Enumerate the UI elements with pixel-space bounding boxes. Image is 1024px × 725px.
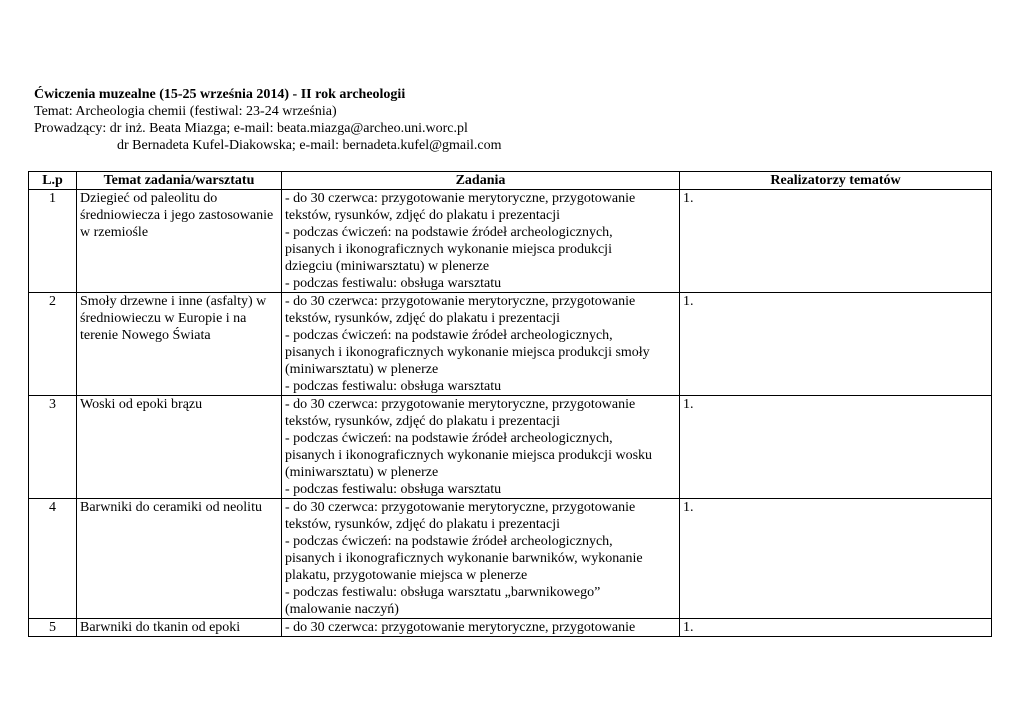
- task-line: pisanych i ikonograficznych wykonanie miejsca produkcji: [285, 242, 612, 257]
- task-line: - do 30 czerwca: przygotowanie merytoryczne, przygotowanie: [285, 620, 636, 635]
- table-row: [29, 396, 992, 499]
- task-line: - do 30 czerwca: przygotowanie merytoryczne, przygotowanie: [285, 397, 636, 412]
- task-line: pisanych i ikonograficznych wykonanie miejsca produkcji smoły: [285, 345, 650, 360]
- topic-cell: Barwniki do ceramiki od neolitu: [77, 499, 282, 619]
- column-header-topic: Temat zadania/warsztatu: [77, 172, 282, 190]
- realizers-cell: 1.: [680, 619, 992, 637]
- table-row: [29, 619, 992, 637]
- column-header-lp: L.p: [29, 172, 77, 190]
- topic-cell: Barwniki do tkanin od epoki: [77, 619, 282, 637]
- task-line: tekstów, rysunków, zdjęć do plakatu i prezentacji: [285, 311, 560, 326]
- task-line: - podczas ćwiczeń: na podstawie źródeł archeologicznych,: [285, 328, 613, 343]
- task-line: - podczas ćwiczeń: na podstawie źródeł archeologicznych,: [285, 225, 613, 240]
- row-number-cell: 4: [29, 499, 77, 619]
- task-line: - podczas festiwalu: obsługa warsztatu „barwnikowego”: [285, 585, 601, 600]
- table-row: [29, 293, 992, 396]
- row-number-cell: 1: [29, 190, 77, 293]
- row-number-cell: 5: [29, 619, 77, 637]
- instructors-line-1: Prowadzący: dr inż. Beata Miazga; e-mail: beata.miazga@archeo.uni.worc.pl: [34, 121, 468, 136]
- column-header-realizers: Realizatorzy tematów: [680, 172, 992, 190]
- column-header-tasks: Zadania: [282, 172, 680, 190]
- topic-cell: Smoły drzewne i inne (asfalty) w średniowieczu w Europie i na terenie Nowego Świata: [77, 293, 282, 396]
- row-number-cell: 2: [29, 293, 77, 396]
- table-header-row: [29, 172, 992, 190]
- task-line: - podczas festiwalu: obsługa warsztatu: [285, 482, 502, 497]
- realizers-cell: 1.: [680, 293, 992, 396]
- task-line: plakatu, przygotowanie miejsca w plenerze: [285, 568, 528, 583]
- realizers-cell: 1.: [680, 190, 992, 293]
- realizers-cell: 1.: [680, 499, 992, 619]
- tasks-cell: [282, 293, 680, 396]
- task-line: - do 30 czerwca: przygotowanie merytoryczne, przygotowanie: [285, 191, 636, 206]
- task-line: dziegciu (miniwarsztatu) w plenerze: [285, 259, 490, 274]
- task-line: tekstów, rysunków, zdjęć do plakatu i prezentacji: [285, 208, 560, 223]
- topic-cell: Dziegieć od paleolitu do średniowiecza i jego zastosowanie w rzemiośle: [77, 190, 282, 293]
- task-line: (miniwarsztatu) w plenerze: [285, 362, 439, 377]
- task-line: - do 30 czerwca: przygotowanie merytoryczne, przygotowanie: [285, 294, 636, 309]
- task-line: - podczas ćwiczeń: na podstawie źródeł archeologicznych,: [285, 534, 613, 549]
- document-title: Ćwiczenia muzealne (15-25 września 2014) - II rok archeologii: [34, 87, 406, 102]
- task-line: - podczas festiwalu: obsługa warsztatu: [285, 379, 502, 394]
- tasks-cell: [282, 190, 680, 293]
- task-line: - podczas festiwalu: obsługa warsztatu: [285, 276, 502, 291]
- document-topic: Temat: Archeologia chemii (festiwal: 23-24 września): [34, 104, 337, 119]
- tasks-cell: [282, 396, 680, 499]
- task-line: - podczas ćwiczeń: na podstawie źródeł archeologicznych,: [285, 431, 613, 446]
- topic-cell: Woski od epoki brązu: [77, 396, 282, 499]
- table-row: [29, 190, 992, 293]
- realizers-cell: 1.: [680, 396, 992, 499]
- table-body: [29, 190, 992, 637]
- task-line: (malowanie naczyń): [285, 602, 399, 617]
- task-line: (miniwarsztatu) w plenerze: [285, 465, 439, 480]
- tasks-table: [28, 171, 992, 637]
- task-line: pisanych i ikonograficznych wykonanie barwników, wykonanie: [285, 551, 643, 566]
- tasks-cell: [282, 619, 680, 637]
- task-line: tekstów, rysunków, zdjęć do plakatu i prezentacji: [285, 414, 560, 429]
- task-line: tekstów, rysunków, zdjęć do plakatu i prezentacji: [285, 517, 560, 532]
- table-row: [29, 499, 992, 619]
- task-line: - do 30 czerwca: przygotowanie merytoryczne, przygotowanie: [285, 500, 636, 515]
- task-line: pisanych i ikonograficznych wykonanie miejsca produkcji wosku: [285, 448, 653, 463]
- tasks-cell: [282, 499, 680, 619]
- row-number-cell: 3: [29, 396, 77, 499]
- document-header: [34, 86, 994, 154]
- instructors-line-2: dr Bernadeta Kufel-Diakowska; e-mail: bernadeta.kufel@gmail.com: [117, 138, 502, 153]
